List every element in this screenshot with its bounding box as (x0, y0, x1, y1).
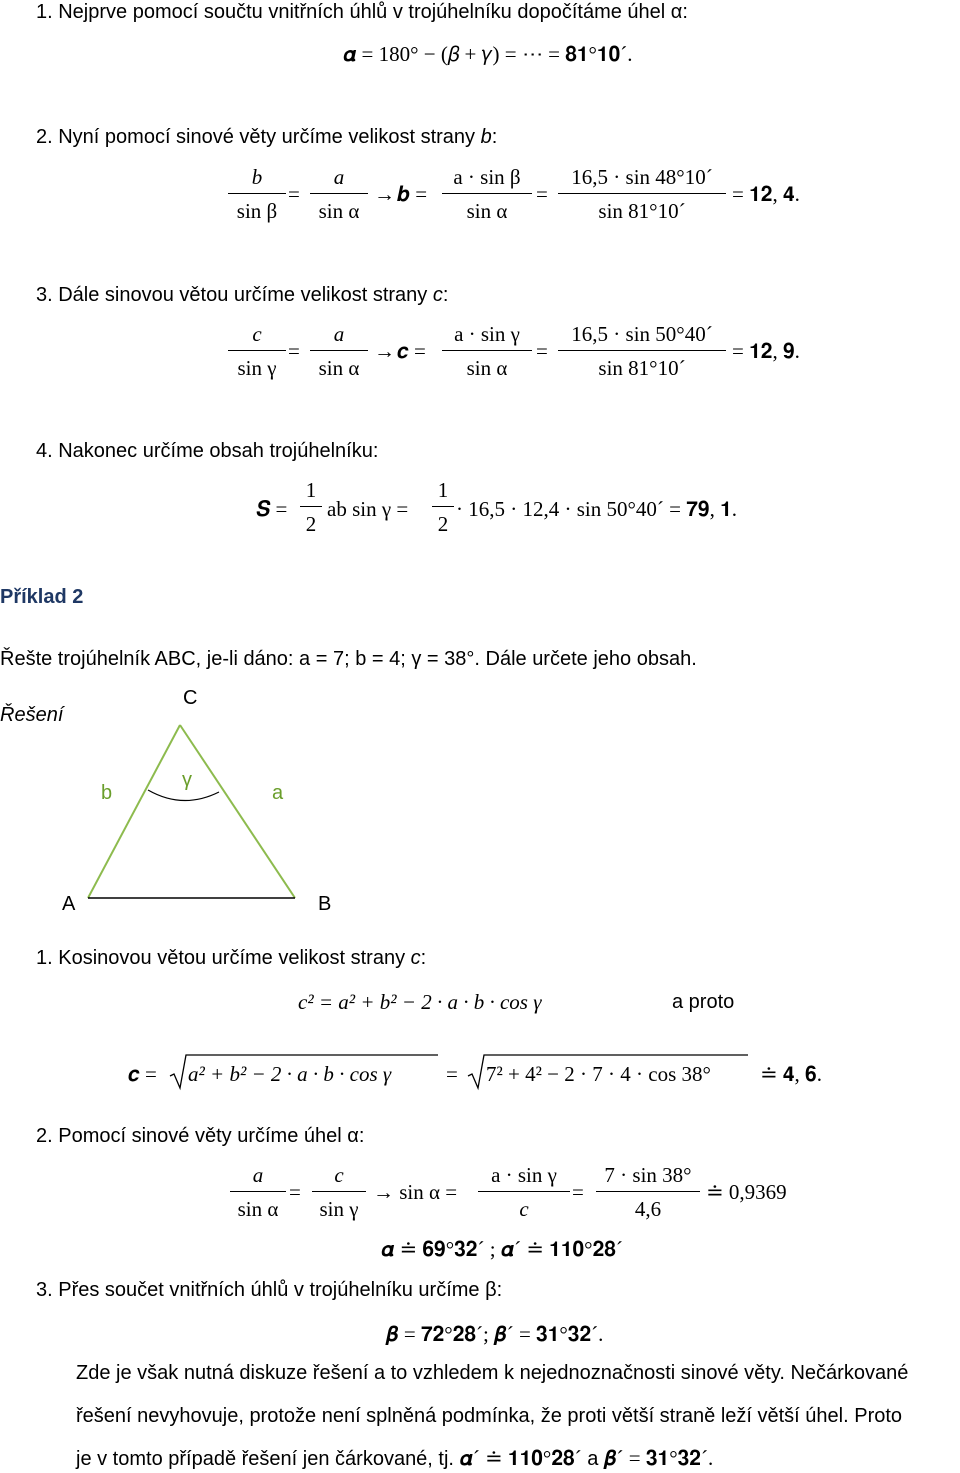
example2-heading: Příklad 2 (0, 586, 84, 608)
s2-frac4-num: 16,5 · sin 48°10´ (571, 165, 713, 189)
part1-text-pre: 1. Kosinovou větou určíme velikost strany (36, 947, 411, 969)
s3-frac2-num: a (333, 322, 345, 346)
s2-frac3-num: a · sin β (453, 165, 521, 189)
s2-frac2-bar (310, 193, 368, 194)
step3-text (36, 283, 448, 307)
p1-radicand1: a² + b² − 2 · a · b · cos γ (188, 1062, 392, 1086)
p2-frac2-num: c (334, 1163, 344, 1187)
s4-frac1-den: 2 (305, 512, 317, 536)
s2-frac1-den: sin β (236, 199, 278, 223)
s2-eq2: = (536, 182, 548, 206)
step1-text: 1. Nejprve pomocí součtu vnitřních úhlů v trojúhelníku dopočítáme úhel α: (36, 1, 688, 23)
s4-frac1-num: 1 (305, 478, 317, 502)
part3-angles: 𝜷 = 𝟕𝟐°𝟐𝟖´; 𝜷´ = 𝟑𝟏°𝟑𝟐´. (386, 1322, 604, 1346)
s3-frac3-den: sin α (466, 356, 508, 380)
p1-radicand2: 7² + 4² − 2 · 7 · 4 · cos 38° (486, 1062, 711, 1086)
s2-frac1-num: b (251, 165, 263, 189)
part1-text-post: : (420, 947, 427, 969)
step1-formula-result: 𝟖𝟏°𝟏𝟎´. (565, 42, 633, 66)
example2-task: Řešte trojúhelník ABC, je-li dáno: a = 7; b = 4; γ = 38°. Dále určete jeho obsah. (0, 648, 697, 670)
triangle-side-a (180, 725, 295, 898)
step3-text-post: : (442, 284, 449, 306)
s3-frac1-num: c (252, 322, 262, 346)
s3-frac2-bar (310, 350, 368, 351)
step2-text (36, 125, 497, 149)
s3-result: = 𝟏𝟐, 𝟗. (732, 339, 800, 363)
s3-frac3-bar (442, 350, 532, 351)
p2-frac1-den: sin α (237, 1197, 279, 1221)
part1-a-proto: a proto (672, 991, 735, 1013)
p2-result: ≐ 0,9369 (706, 1180, 787, 1204)
p2-frac1-bar (230, 1191, 286, 1192)
s2-frac3-den: sin α (466, 199, 508, 223)
p1-lhs: 𝒄 = (128, 1062, 157, 1086)
discussion-line1: Zde je však nutná diskuze řešení a to vzhledem k nejednoznačnosti sinové věty. Nečárkované (76, 1362, 909, 1384)
s3-frac4-den: sin 81°10´ (598, 356, 686, 380)
part1-text-var: c (410, 947, 421, 969)
part1-text (36, 946, 426, 970)
step2-text-pre: 2. Nyní pomocí sinové věty určíme velikost strany (36, 126, 481, 148)
p2-frac4-bar (596, 1191, 700, 1192)
s3-eq2: = (536, 339, 548, 363)
vertex-b-label: B (318, 893, 332, 915)
s3-lhs: 𝒄 = (397, 339, 426, 363)
s3-frac2-den: sin α (318, 356, 360, 380)
discussion-beta-prime: 𝜷´ = 𝟑𝟏°𝟑𝟐´. (603, 1446, 714, 1470)
p2-frac1-num: a (252, 1163, 264, 1187)
s4-frac2-num: 1 (437, 478, 449, 502)
s2-eq1: = (288, 182, 300, 206)
side-b-label: b (101, 782, 113, 804)
discussion-line3-mid: a (581, 1448, 604, 1470)
s2-frac1-bar (228, 193, 286, 194)
p2-eq1: = (289, 1180, 301, 1204)
s2-frac2-num: a (333, 165, 345, 189)
s2-frac3-bar (442, 193, 532, 194)
s3-eq1: = (288, 339, 300, 363)
vertex-a-label: A (62, 893, 76, 915)
s4-lhs: 𝑺 = (256, 497, 288, 521)
p1-eq2: = (446, 1062, 458, 1086)
part1-cosine-equation: c² = a² + b² − 2 · a · b · cos γ (298, 990, 542, 1014)
s3-frac4-bar (558, 350, 726, 351)
p1-result: ≐ 𝟒, 𝟔. (760, 1062, 822, 1086)
s4-rest: · 16,5 · 12,4 · sin 50°40´ = 𝟕𝟗, 𝟏. (456, 497, 737, 521)
p2-frac4-num: 7 · sin 38° (604, 1163, 692, 1187)
discussion-alpha-prime: 𝜶´ ≐ 𝟏𝟏𝟎°𝟐𝟖´ (459, 1446, 582, 1470)
step4-text: 4. Nakonec určíme obsah trojúhelníku: (36, 440, 379, 462)
p2-frac2-den: sin γ (319, 1197, 359, 1221)
part2-angles: 𝜶 ≐ 𝟔𝟗°𝟑𝟐´ ; 𝜶´ ≐ 𝟏𝟏𝟎°𝟐𝟖´ (381, 1237, 623, 1261)
p2-frac4-den: 4,6 (634, 1197, 662, 1221)
step2-text-post: : (491, 126, 498, 148)
side-a-label: a (272, 782, 284, 804)
s4-frac2-den: 2 (437, 512, 449, 536)
p2-frac3-bar (478, 1191, 570, 1192)
step1-formula-left: 𝜶 = 180° − (𝛽 + 𝛾) = ⋯ = (343, 42, 566, 66)
p2-frac3-num: a · sin γ (491, 1163, 557, 1187)
s2-frac4-den: sin 81°10´ (598, 199, 686, 223)
triangle-side-b (88, 725, 180, 898)
s4-frac2-bar (432, 506, 454, 507)
s2-frac4-bar (558, 193, 726, 194)
gamma-label: γ (182, 769, 192, 791)
s3-frac1-den: sin γ (237, 356, 277, 380)
step3-text-pre: 3. Dále sinovou větou určíme velikost strany (36, 284, 433, 306)
step1-formula (343, 42, 633, 66)
s3-frac3-num: a · sin γ (454, 322, 520, 346)
part2-text: 2. Pomocí sinové věty určíme úhel α: (36, 1125, 365, 1147)
s3-arrow: → (374, 339, 395, 363)
step3-text-var: c (432, 284, 443, 306)
s4-frac1-bar (300, 506, 322, 507)
discussion-line3 (76, 1446, 713, 1471)
s4-mid: ab sin γ = (327, 497, 409, 521)
s3-frac1-bar (228, 350, 286, 351)
triangle-diagram (0, 680, 360, 920)
s2-frac2-den: sin α (318, 199, 360, 223)
discussion-line2: řešení nevyhovuje, protože není splněná podmínka, že proti větší straně leží větší úhel. Proto (76, 1405, 903, 1427)
discussion-line3-pre: je v tomto případě řešení jen čárkované, tj. (76, 1448, 460, 1470)
vertex-c-label: C (183, 687, 198, 709)
s3-frac4-num: 16,5 · sin 50°40´ (571, 322, 713, 346)
s2-result: = 𝟏𝟐, 𝟒. (732, 182, 800, 206)
s2-arrow: → (374, 182, 395, 206)
p2-frac3-den: c (519, 1197, 529, 1221)
s2-lhs: 𝒃 = (397, 182, 428, 206)
p2-frac2-bar (312, 1191, 366, 1192)
step2-text-var: b (480, 126, 492, 148)
solution-heading: Řešení (0, 704, 64, 726)
p2-eq2: = (572, 1180, 584, 1204)
p2-arrow-sin-alpha: → sin α = (373, 1180, 458, 1204)
part3-text: 3. Přes součet vnitřních úhlů v trojúhelníku určíme β: (36, 1279, 503, 1301)
